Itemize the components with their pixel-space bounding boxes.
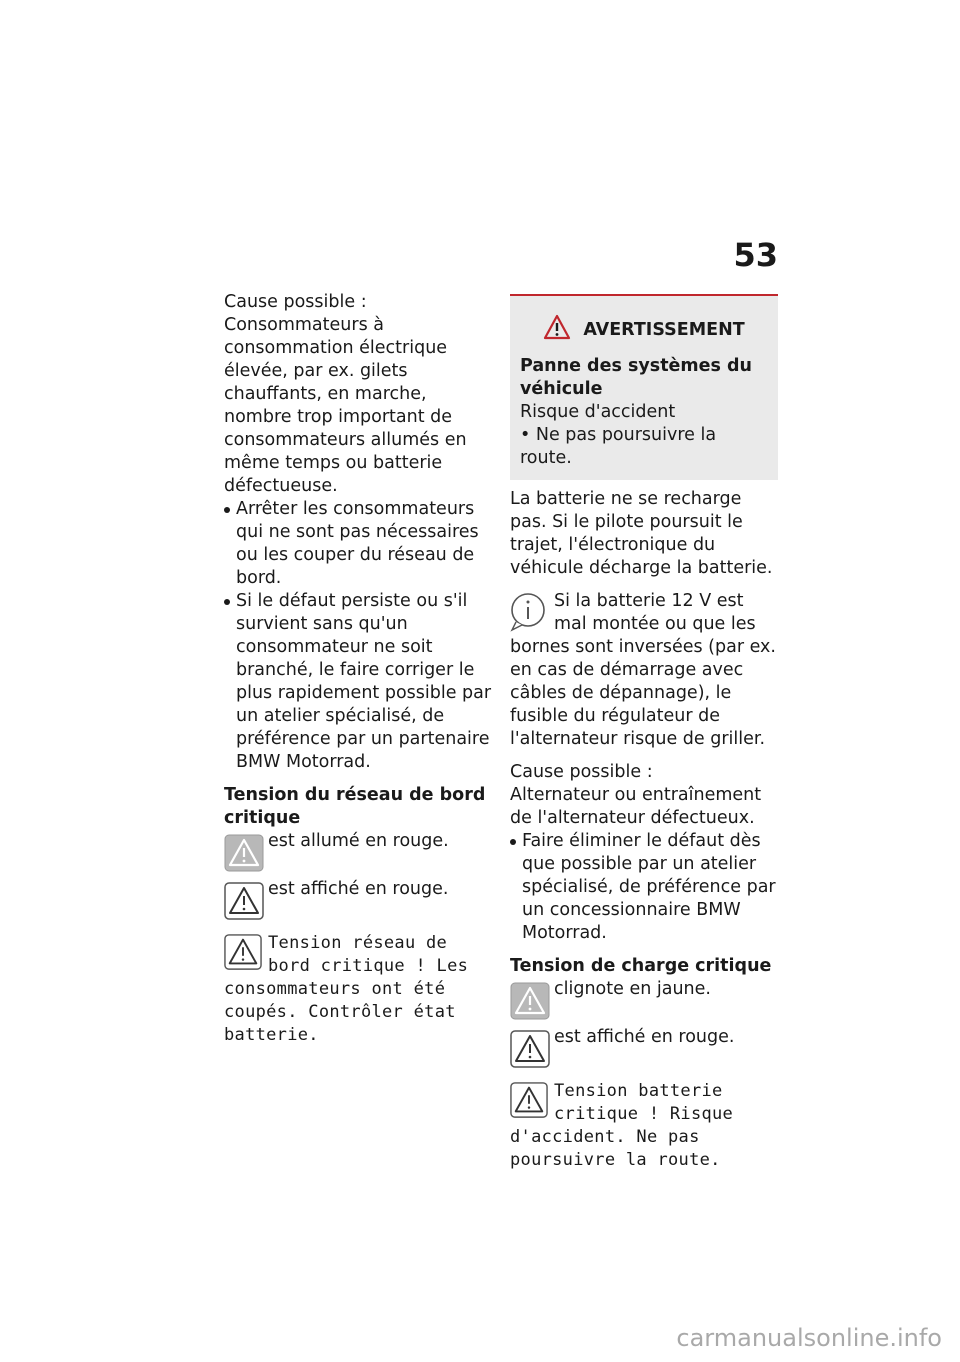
display-message-block — [224, 932, 492, 1047]
watermark: carmanualsonline.info — [676, 1324, 942, 1352]
warning-risk: Risque d'accident — [520, 402, 676, 422]
warning-lamp-icon — [224, 834, 264, 872]
warning-lamp-icon — [510, 982, 550, 1020]
info-icon — [510, 590, 548, 634]
indicator-text: est allumé en rouge. — [268, 831, 449, 851]
warning-box — [510, 294, 778, 480]
indicator-text: est affiché en rouge. — [268, 879, 449, 899]
warning-triangle-icon — [543, 314, 571, 347]
cause-text: Alternateur ou entraînement de l'alternateur défectueux. — [510, 785, 762, 828]
indicator-text: clignote en jaune. — [554, 979, 711, 999]
display-message-block — [510, 1080, 778, 1172]
display-message: Tension réseau de bord critique ! Les consommateurs ont été coupés. Contrôler état batterie. — [224, 933, 469, 1045]
paragraph: La batterie ne se recharge pas. Si le pilote poursuit le trajet, l'électronique du véhicule décharge la batterie. — [510, 489, 773, 578]
warning-header — [520, 314, 768, 347]
indicator-row — [510, 978, 778, 1020]
section-heading: Tension de charge critique — [510, 956, 772, 976]
warning-title: AVERTISSEMENT — [583, 320, 745, 340]
cause-text: Consommateurs à consommation électrique élevée, par ex. gilets chauffants, en marche, nombre trop important de consommateurs allumés en même temps ou batterie défectueuse. — [224, 315, 467, 496]
right-column — [510, 294, 778, 1172]
list-item: Si le défaut persiste ou s'il survient sans qu'un consommateur ne soit branché, le faire corriger le plus rapidement possible par un atelier spécialisé, de préférence par un partenaire BMW Motorrad. — [224, 590, 492, 774]
list-item: Arrêter les consommateurs qui ne sont pas nécessaires ou les couper du réseau de bord. — [224, 498, 492, 590]
page-number: 53 — [733, 236, 778, 274]
info-text: Si la batterie 12 V est mal montée ou que les bornes sont inversées (par ex. en cas de démarrage avec câbles de dépannage), le fusible du régulateur de l'alternateur risque de griller. — [510, 591, 776, 749]
left-column — [224, 291, 492, 1047]
warning-display-icon — [510, 1080, 548, 1122]
indicator-row — [224, 830, 492, 872]
indicator-row — [224, 878, 492, 920]
list-item: Faire éliminer le défaut dès que possible par un atelier spécialisé, de préférence par un concessionnaire BMW Motorrad. — [510, 830, 778, 945]
cause-intro: Cause possible : — [224, 292, 367, 312]
info-note — [510, 590, 778, 751]
indicator-row — [510, 1026, 778, 1068]
warning-display-icon — [224, 882, 264, 920]
indicator-text: est affiché en rouge. — [554, 1027, 735, 1047]
warning-display-icon — [510, 1030, 550, 1068]
cause-intro: Cause possible : — [510, 762, 653, 782]
display-message: Tension batterie critique ! Risque d'accident. Ne pas poursuivre la route. — [510, 1081, 734, 1170]
section-heading: Tension du réseau de bord critique — [224, 785, 486, 828]
warning-display-icon — [224, 932, 262, 974]
warning-action: • Ne pas poursuivre la route. — [520, 425, 717, 468]
warning-subtitle: Panne des systèmes du véhicule — [520, 356, 753, 399]
